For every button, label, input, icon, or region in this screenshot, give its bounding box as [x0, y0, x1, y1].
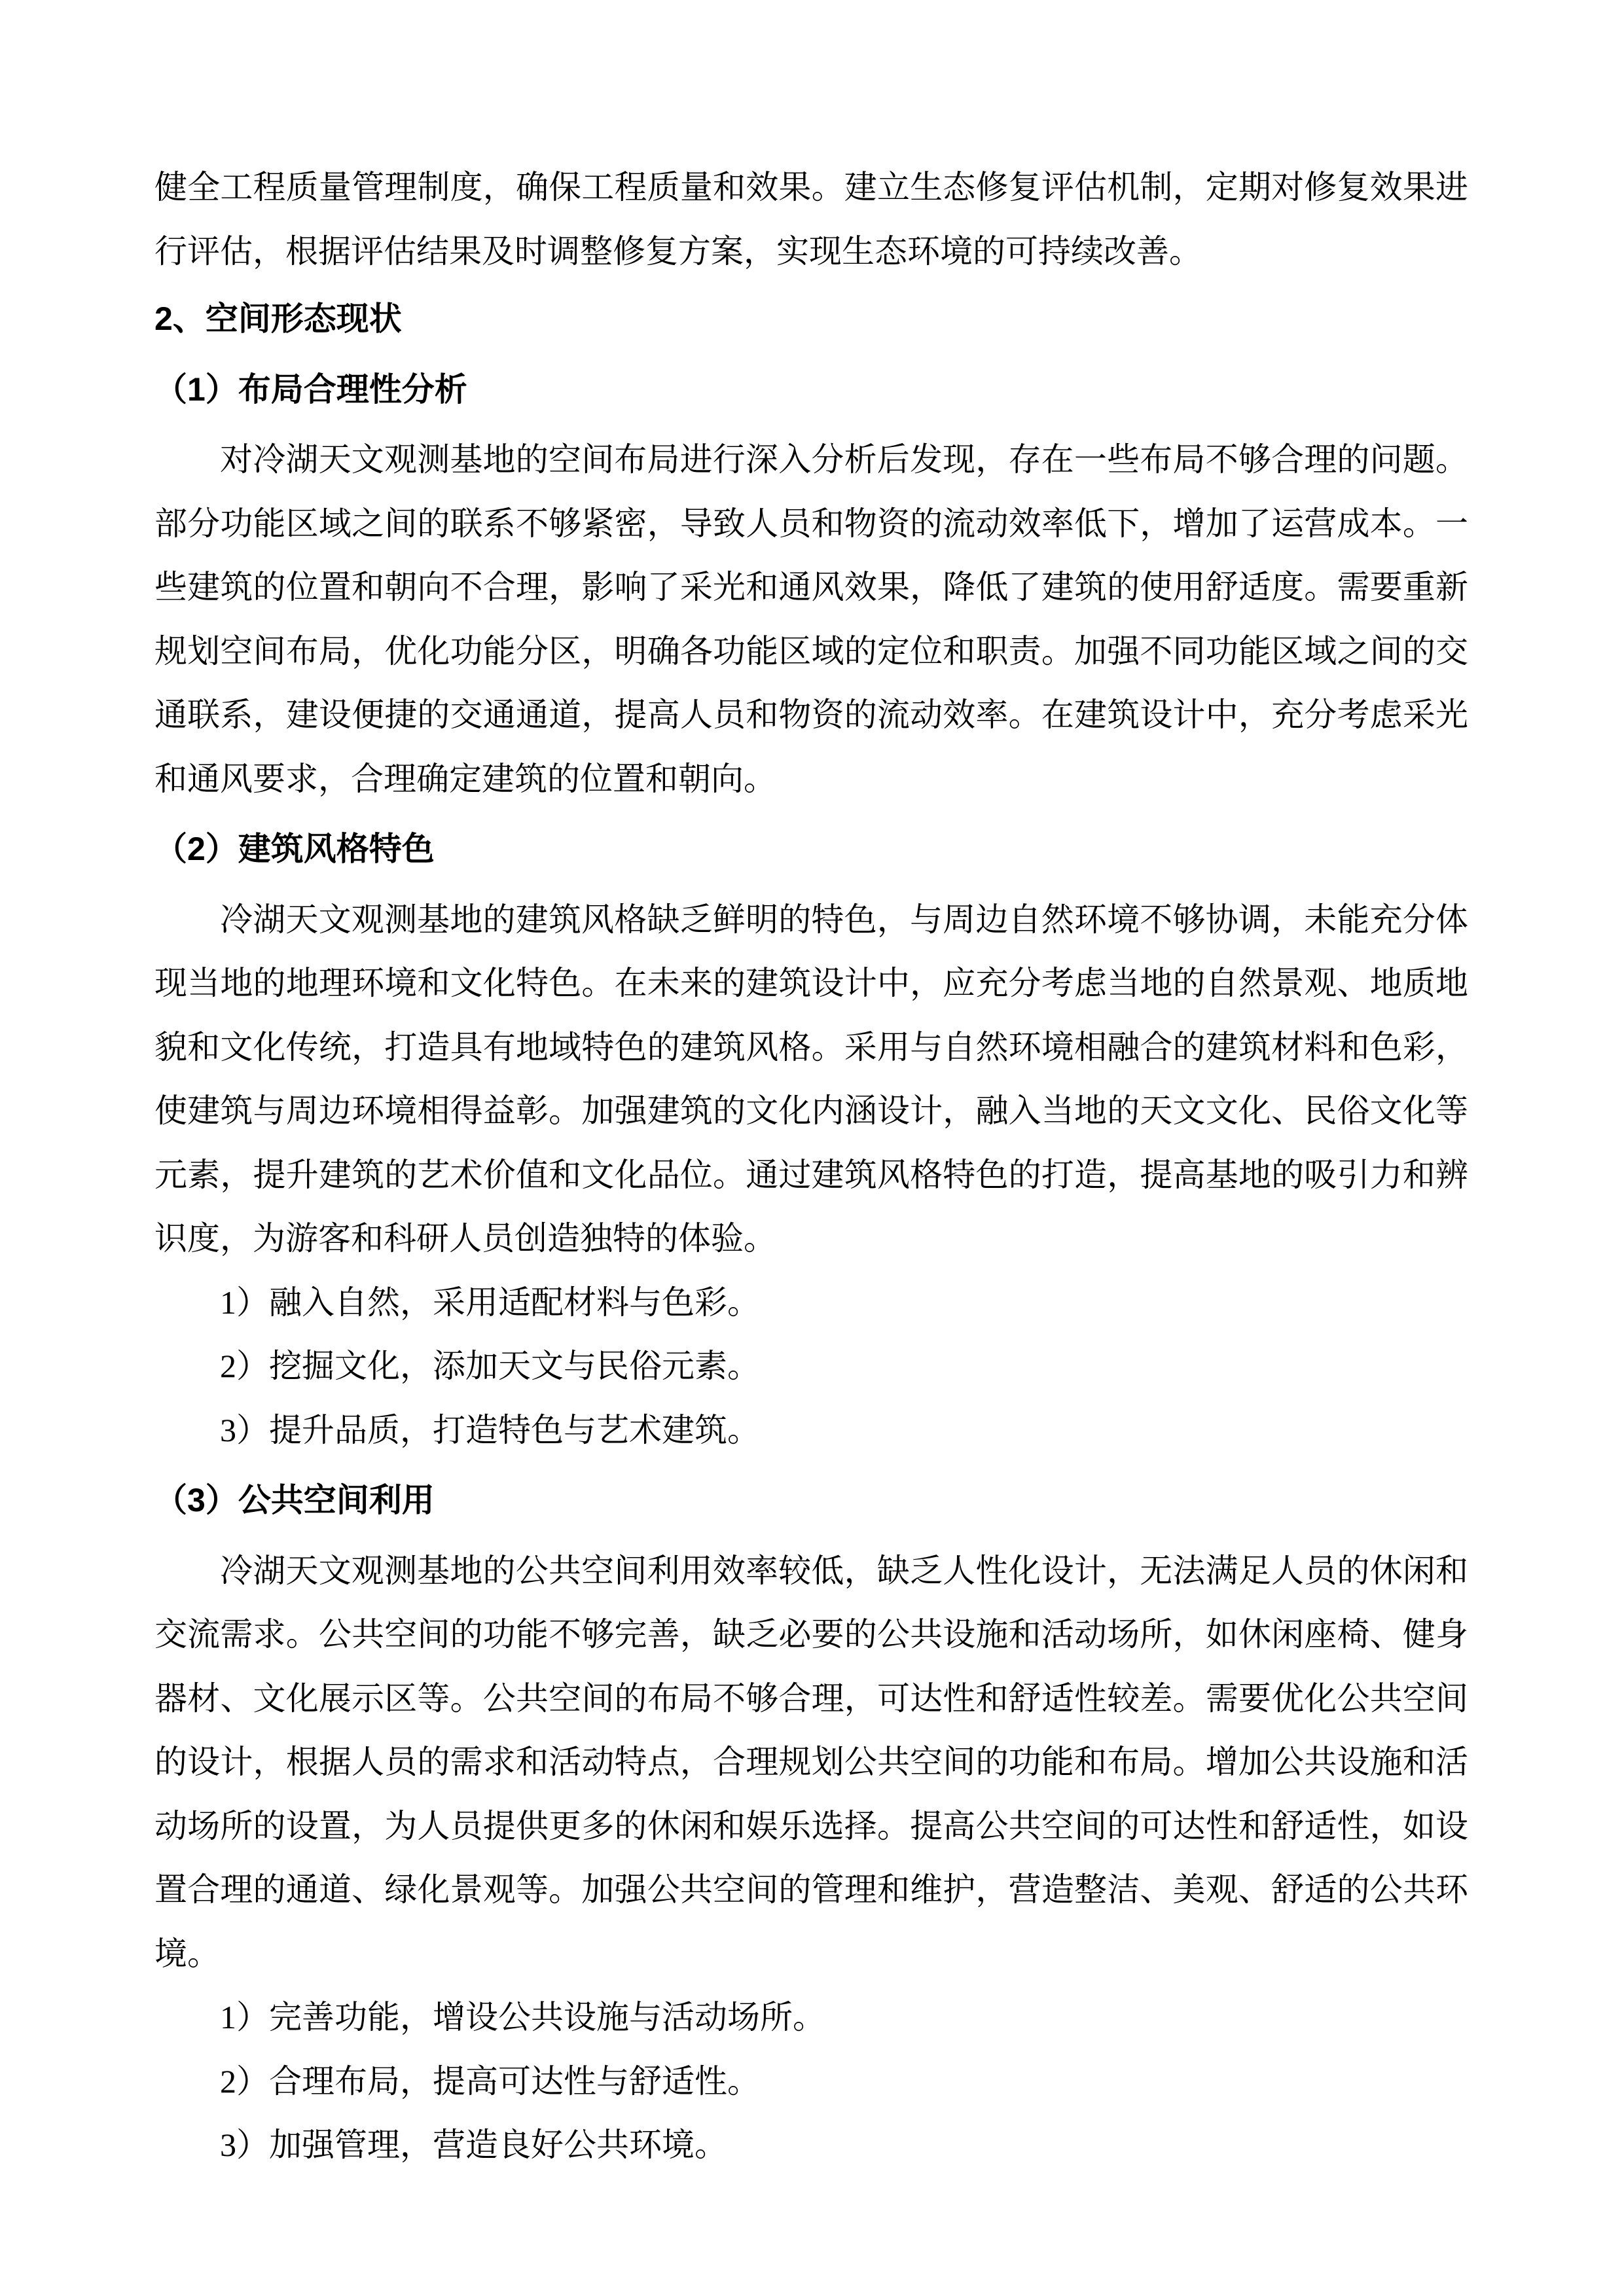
body-paragraph: 健全工程质量管理制度，确保工程质量和效果。建立生态修复评估机制，定期对修复效果进行评估，根据评估结果及时调整修复方案，实现生态环境的可持续改善。	[154, 169, 1468, 270]
list-item: 1）融入自然，采用适配材料与色彩。	[220, 1283, 760, 1321]
list-item: 3）提升品质，打造特色与艺术建筑。	[220, 1411, 760, 1448]
subsection-heading: （2）建筑风格特色	[154, 831, 435, 867]
body-paragraph: 冷湖天文观测基地的建筑风格缺乏鲜明的特色，与周边自然环境不够协调，未能充分体现当地的地理环境和文化特色。在未来的建筑设计中，应充分考虑当地的自然景观、地质地貌和文化传统，打造具有地域特色的建筑风格。采用与自然环境相融合的建筑材料和色彩，使建筑与周边环境相得益彰。加强建筑的文化内涵设计，融入当地的天文文化、民俗文化等元素，提升建筑的艺术价值和文化品位。通过建筑风格特色的打造，提高基地的吸引力和辨识度，为游客和科研人员创造独特的体验。	[154, 901, 1468, 1257]
body-paragraph: 冷湖天文观测基地的公共空间利用效率较低，缺乏人性化设计，无法满足人员的休闲和交流需求。公共空间的功能不够完善，缺乏必要的公共设施和活动场所，如休闲座椅、健身器材、文化展示区等。公共空间的布局不够合理，可达性和舒适性较差。需要优化公共空间的设计，根据人员的需求和活动特点，合理规划公共空间的功能和布局。增加公共设施和活动场所的设置，为人员提供更多的休闲和娱乐选择。提高公共空间的可达性和舒适性，如设置合理的通道、绿化景观等。加强公共空间的管理和维护，营造整洁、美观、舒适的公共环境。	[154, 1552, 1468, 1972]
body-paragraph: 对冷湖天文观测基地的空间布局进行深入分析后发现，存在一些布局不够合理的问题。部分功能区域之间的联系不够紧密，导致人员和物资的流动效率低下，增加了运营成本。一些建筑的位置和朝向不合理，影响了采光和通风效果，降低了建筑的使用舒适度。需要重新规划空间布局，优化功能分区，明确各功能区域的定位和职责。加强不同功能区域之间的交通联系，建设便捷的交通通道，提高人员和物资的流动效率。在建筑设计中，充分考虑采光和通风要求，合理确定建筑的位置和朝向。	[154, 441, 1468, 797]
document-content	[154, 156, 1468, 2178]
subsection-heading: （3）公共空间利用	[154, 1482, 435, 1518]
section-heading: 2、空间形态现状	[154, 300, 402, 337]
list-item: 1）完善功能，增设公共设施与活动场所。	[220, 1999, 825, 2036]
list-item: 2）合理布局，提高可达性与舒适性。	[220, 2062, 760, 2100]
subsection-heading: （1）布局合理性分析	[154, 370, 467, 408]
list-item: 2）挖掘文化，添加天文与民俗元素。	[220, 1348, 760, 1384]
list-item: 3）加强管理，营造良好公共环境。	[220, 2126, 727, 2163]
